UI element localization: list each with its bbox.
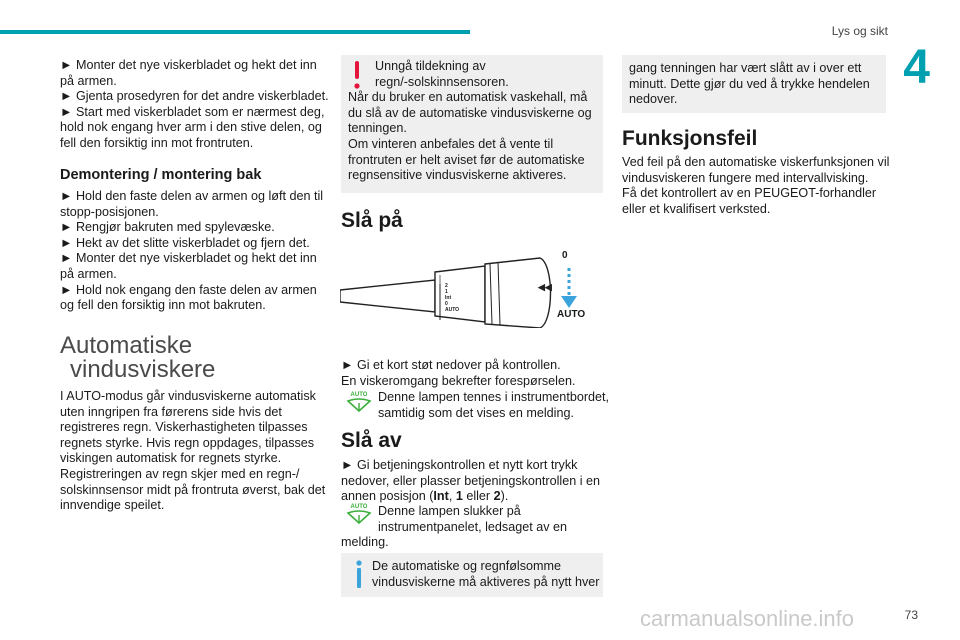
- text-line: regnsensitive vindusviskerne aktiveres.: [348, 168, 567, 183]
- stalk-position-labels: [445, 283, 459, 313]
- text-line: og fell den forsiktig inn mot bakruten.: [60, 298, 266, 313]
- text-run: annen posisjon (: [341, 489, 434, 504]
- warning-text: [348, 59, 600, 184]
- stalk-label: 1: [445, 289, 448, 295]
- turn-on-paragraph: [341, 358, 603, 389]
- section-title: Lys og sikt: [831, 24, 888, 38]
- text-line: ► Monter det nye viskerbladet og hekt det inn: [60, 58, 317, 72]
- text-run: ,: [448, 489, 456, 504]
- text-line: solskinnsensor midt på frontruta øverst, bak det: [60, 482, 326, 497]
- continued-info-text: [629, 61, 881, 108]
- heading-turn-off: Slå av: [341, 429, 402, 452]
- text-line: Ved feil på den automatiske viskerfunksjonen vil: [622, 155, 890, 169]
- text-bold: Int: [433, 489, 449, 504]
- text-line: Om vinteren anbefales det å vente til: [348, 136, 554, 151]
- heading-demount: Demontering / montering bak: [60, 167, 262, 183]
- info-text: [372, 559, 600, 590]
- text-line: vindusviskeren fungere med intervallvisking.: [622, 170, 869, 185]
- auto-wiper-lamp-icon: [344, 392, 374, 417]
- text-line: regnets styrke. Hvis regn oppdages, tilpasses: [60, 435, 315, 450]
- text-line: registreres regn. Viskerhastigheten tilpasses: [60, 420, 308, 435]
- text-line: nedover.: [629, 92, 678, 107]
- diagram-label-zero: 0: [562, 250, 568, 261]
- text-line: ► Hold den faste delen av armen og løft den til: [60, 189, 324, 203]
- text-line: innvendige speilet.: [60, 498, 165, 513]
- text-line: eller et kvalifisert verksted.: [622, 201, 771, 216]
- text-line: samtidig som det vises en melding.: [378, 405, 574, 420]
- text-bold: 2: [493, 489, 501, 504]
- text-line: Unngå tildekning av: [375, 59, 486, 73]
- column-1: [60, 58, 330, 152]
- intro-paragraph: [60, 58, 330, 152]
- header-accent-bar: [0, 30, 470, 34]
- text-line: ► Gi et kort støt nedover på kontrollen.: [341, 358, 561, 372]
- diagram-label-auto: AUTO: [557, 309, 586, 320]
- stalk-label: Int: [445, 295, 452, 301]
- heading-malfunction: Funksjonsfeil: [622, 127, 758, 150]
- lamp-on-text: [378, 390, 608, 421]
- text-line: fell den forsiktig inn mot frontruten.: [60, 135, 254, 150]
- heading-automatic-wipers-1: Automatiske: [60, 332, 193, 359]
- text-line: En viskeromgang bekrefter forespørselen.: [341, 373, 576, 388]
- text-line: på armen.: [60, 73, 117, 88]
- text-line: regn/-solskinnsensoren.: [375, 74, 509, 89]
- auto-paragraph: [60, 389, 330, 514]
- text-line: på armen.: [60, 266, 117, 281]
- chapter-number: 4: [903, 41, 930, 94]
- malfunction-paragraph: [622, 155, 890, 217]
- auto-icon-label: AUTO: [350, 392, 368, 398]
- text-bold: 1: [455, 489, 463, 504]
- heading-turn-on: Slå på: [341, 209, 403, 232]
- text-line: Registreringen av regn skjer med en regn-/: [60, 466, 300, 481]
- lamp-off-text: [341, 504, 603, 551]
- text-line: ► Monter det nye viskerbladet og hekt det inn: [60, 251, 317, 266]
- watermark: carmanualsonline.info: [640, 606, 855, 631]
- auto-icon-label: AUTO: [350, 504, 368, 510]
- text-line: instrumentpanelet, ledsaget av en: [378, 519, 568, 534]
- text-line: De automatiske og regnfølsomme: [372, 559, 561, 573]
- stalk-label: AUTO: [445, 307, 460, 313]
- text-line: minutt. Dette gjør du ved å trykke hendelen: [629, 76, 870, 91]
- demount-paragraph: [60, 189, 330, 314]
- text-line: uten inngripen fra førerens side hvis det: [60, 404, 282, 419]
- text-line: nedover, eller plasser betjeningskontrollen i en: [341, 473, 601, 488]
- text-line: Når du bruker en automatisk vaskehall, må: [348, 90, 588, 105]
- text-line: vindusviskerne må aktiveres på nytt hver: [372, 574, 600, 589]
- text-line: gang tenningen har vært slått av i over ett: [629, 61, 862, 75]
- text-run: ).: [500, 489, 509, 504]
- text-line: hold nok engang hver arm i den stive delen, og: [60, 120, 322, 135]
- text-line: tenningen.: [348, 121, 407, 136]
- page-number: 73: [904, 608, 918, 622]
- stalk-label: 2: [445, 283, 448, 289]
- text-line: ► Start med viskerbladet som er nærmest deg,: [60, 104, 325, 119]
- heading-automatic-wipers-2: vindusviskere: [70, 356, 216, 383]
- text-line: ► Hold nok engang den faste delen av armen: [60, 282, 317, 297]
- rewind-glyph: ◀◀: [538, 282, 552, 292]
- text-line: du slå av de automatiske vindusviskerne og: [348, 105, 592, 120]
- text-line: viskingen automatisk for regnets styrke.: [60, 451, 282, 466]
- turn-off-paragraph: [341, 458, 603, 505]
- text-line: Denne lampen tennes i instrumentbordet,: [378, 390, 610, 404]
- text-line: Få det kontrollert av en PEUGEOT-forhandler: [622, 186, 877, 201]
- text-line: Denne lampen slukker på: [378, 504, 521, 518]
- text-line: ► Rengjør bakruten med spylevæske.: [60, 220, 275, 235]
- text-line: melding.: [341, 535, 389, 550]
- text-line: I AUTO-modus går vindusviskerne automatisk: [60, 389, 316, 403]
- text-line: [341, 489, 603, 505]
- text-line: ► Hekt av det slitte viskerbladet og fjern det.: [60, 235, 310, 250]
- stalk-label: 0: [445, 301, 448, 307]
- text-line: ► Gjenta prosedyren for det andre viskerbladet.: [60, 89, 329, 104]
- text-line: frontruten er helt aviset før de automatiske: [348, 152, 585, 167]
- text-run: eller: [462, 489, 494, 504]
- info-icon: [355, 560, 363, 590]
- text-line: stopp-posisjonen.: [60, 204, 159, 219]
- text-line: ► Gi betjeningskontrollen et nytt kort trykk: [341, 458, 578, 472]
